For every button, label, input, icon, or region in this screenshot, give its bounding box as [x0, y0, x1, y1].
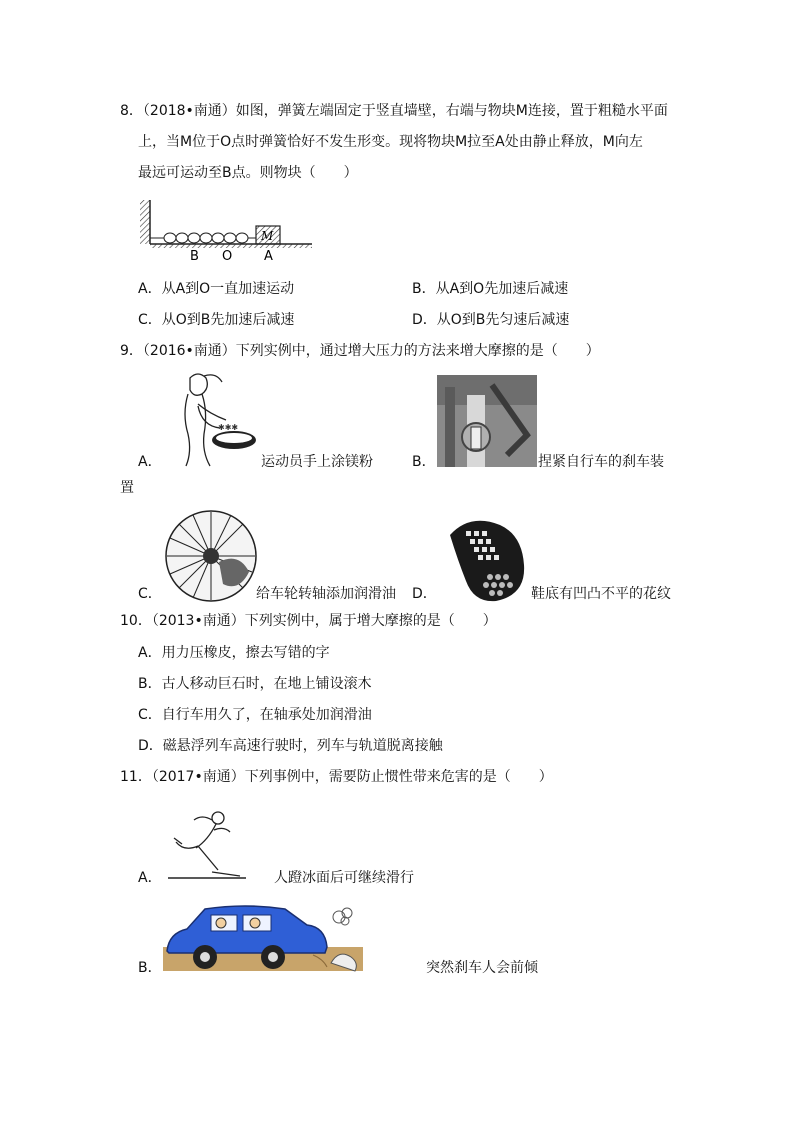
- q8-stem-line2: 上，当M位于O点时弹簧恰好不发生形变。现将物块M拉至A处由静止释放，M向左: [138, 134, 643, 150]
- wheel-hub-image: [165, 510, 257, 602]
- q11-option-b-letter: B．: [138, 960, 162, 976]
- q11-option-a-text: 人蹬冰面后可继续滑行: [274, 870, 414, 886]
- car-braking-image: [163, 905, 363, 973]
- ice-skater-image: [168, 808, 248, 880]
- bicycle-brake-image: [437, 375, 537, 467]
- q9-option-a-letter: A．: [138, 454, 162, 470]
- q8-option-c: C．从O到B先加速后减速: [138, 312, 295, 328]
- q9-option-c-text: 给车轮转轴添加润滑油: [256, 586, 396, 602]
- q10-stem: 10．（2013•南通）下列实例中，属于增大摩擦的是（ ）: [120, 613, 497, 629]
- q10-option-b: B．古人移动巨石时，在地上铺设滚木: [138, 676, 372, 692]
- q11-option-b-text: 突然刹车人会前倾: [426, 960, 538, 976]
- q9-option-c-letter: C．: [138, 586, 162, 602]
- block-m-label: M: [261, 229, 274, 243]
- gymnast-chalk-image: [168, 368, 256, 468]
- q8-option-d: D．从O到B先匀速后减速: [412, 312, 570, 328]
- q10-option-d: D．磁悬浮列车高速行驶时，列车与轨道脱离接触: [138, 738, 443, 754]
- q8-stem-line1: 8．（2018•南通）如图，弹簧左端固定于竖直墙壁，右端与物块M连接，置于粗糙水平面: [120, 103, 668, 119]
- q11-stem: 11．（2017•南通）下列事例中，需要防止惯性带来危害的是（ ）: [120, 769, 553, 785]
- point-b-label: B: [190, 249, 199, 264]
- q10-option-a: A．用力压橡皮，擦去写错的字: [138, 645, 330, 661]
- shoe-sole-image: [440, 517, 532, 603]
- q9-option-b-letter: B．: [412, 454, 436, 470]
- q9-option-d-text: 鞋底有凹凸不平的花纹: [531, 586, 671, 602]
- q9-option-a-text: 运动员手上涂镁粉: [261, 454, 373, 470]
- svg-text:✱✱✱: ✱✱✱: [218, 423, 239, 432]
- q11-option-a-letter: A．: [138, 870, 162, 886]
- q9-option-b-text: 捏紧自行车的刹车装: [538, 454, 664, 470]
- point-a-label: A: [264, 249, 273, 264]
- q9-stem: 9．（2016•南通）下列实例中，通过增大压力的方法来增大摩擦的是（ ）: [120, 343, 600, 359]
- q9-option-b-text-cont: 置: [120, 480, 134, 496]
- point-o-label: O: [222, 249, 233, 264]
- q8-option-a: A．从A到O一直加速运动: [138, 281, 295, 297]
- spring-block-diagram: [140, 198, 320, 264]
- q8-stem-line3: 最远可运动至B点。则物块（ ）: [138, 165, 358, 181]
- q9-option-d-letter: D．: [412, 586, 437, 602]
- q8-option-b: B．从A到O先加速后减速: [412, 281, 569, 297]
- q10-option-c: C．自行车用久了，在轴承处加润滑油: [138, 707, 372, 723]
